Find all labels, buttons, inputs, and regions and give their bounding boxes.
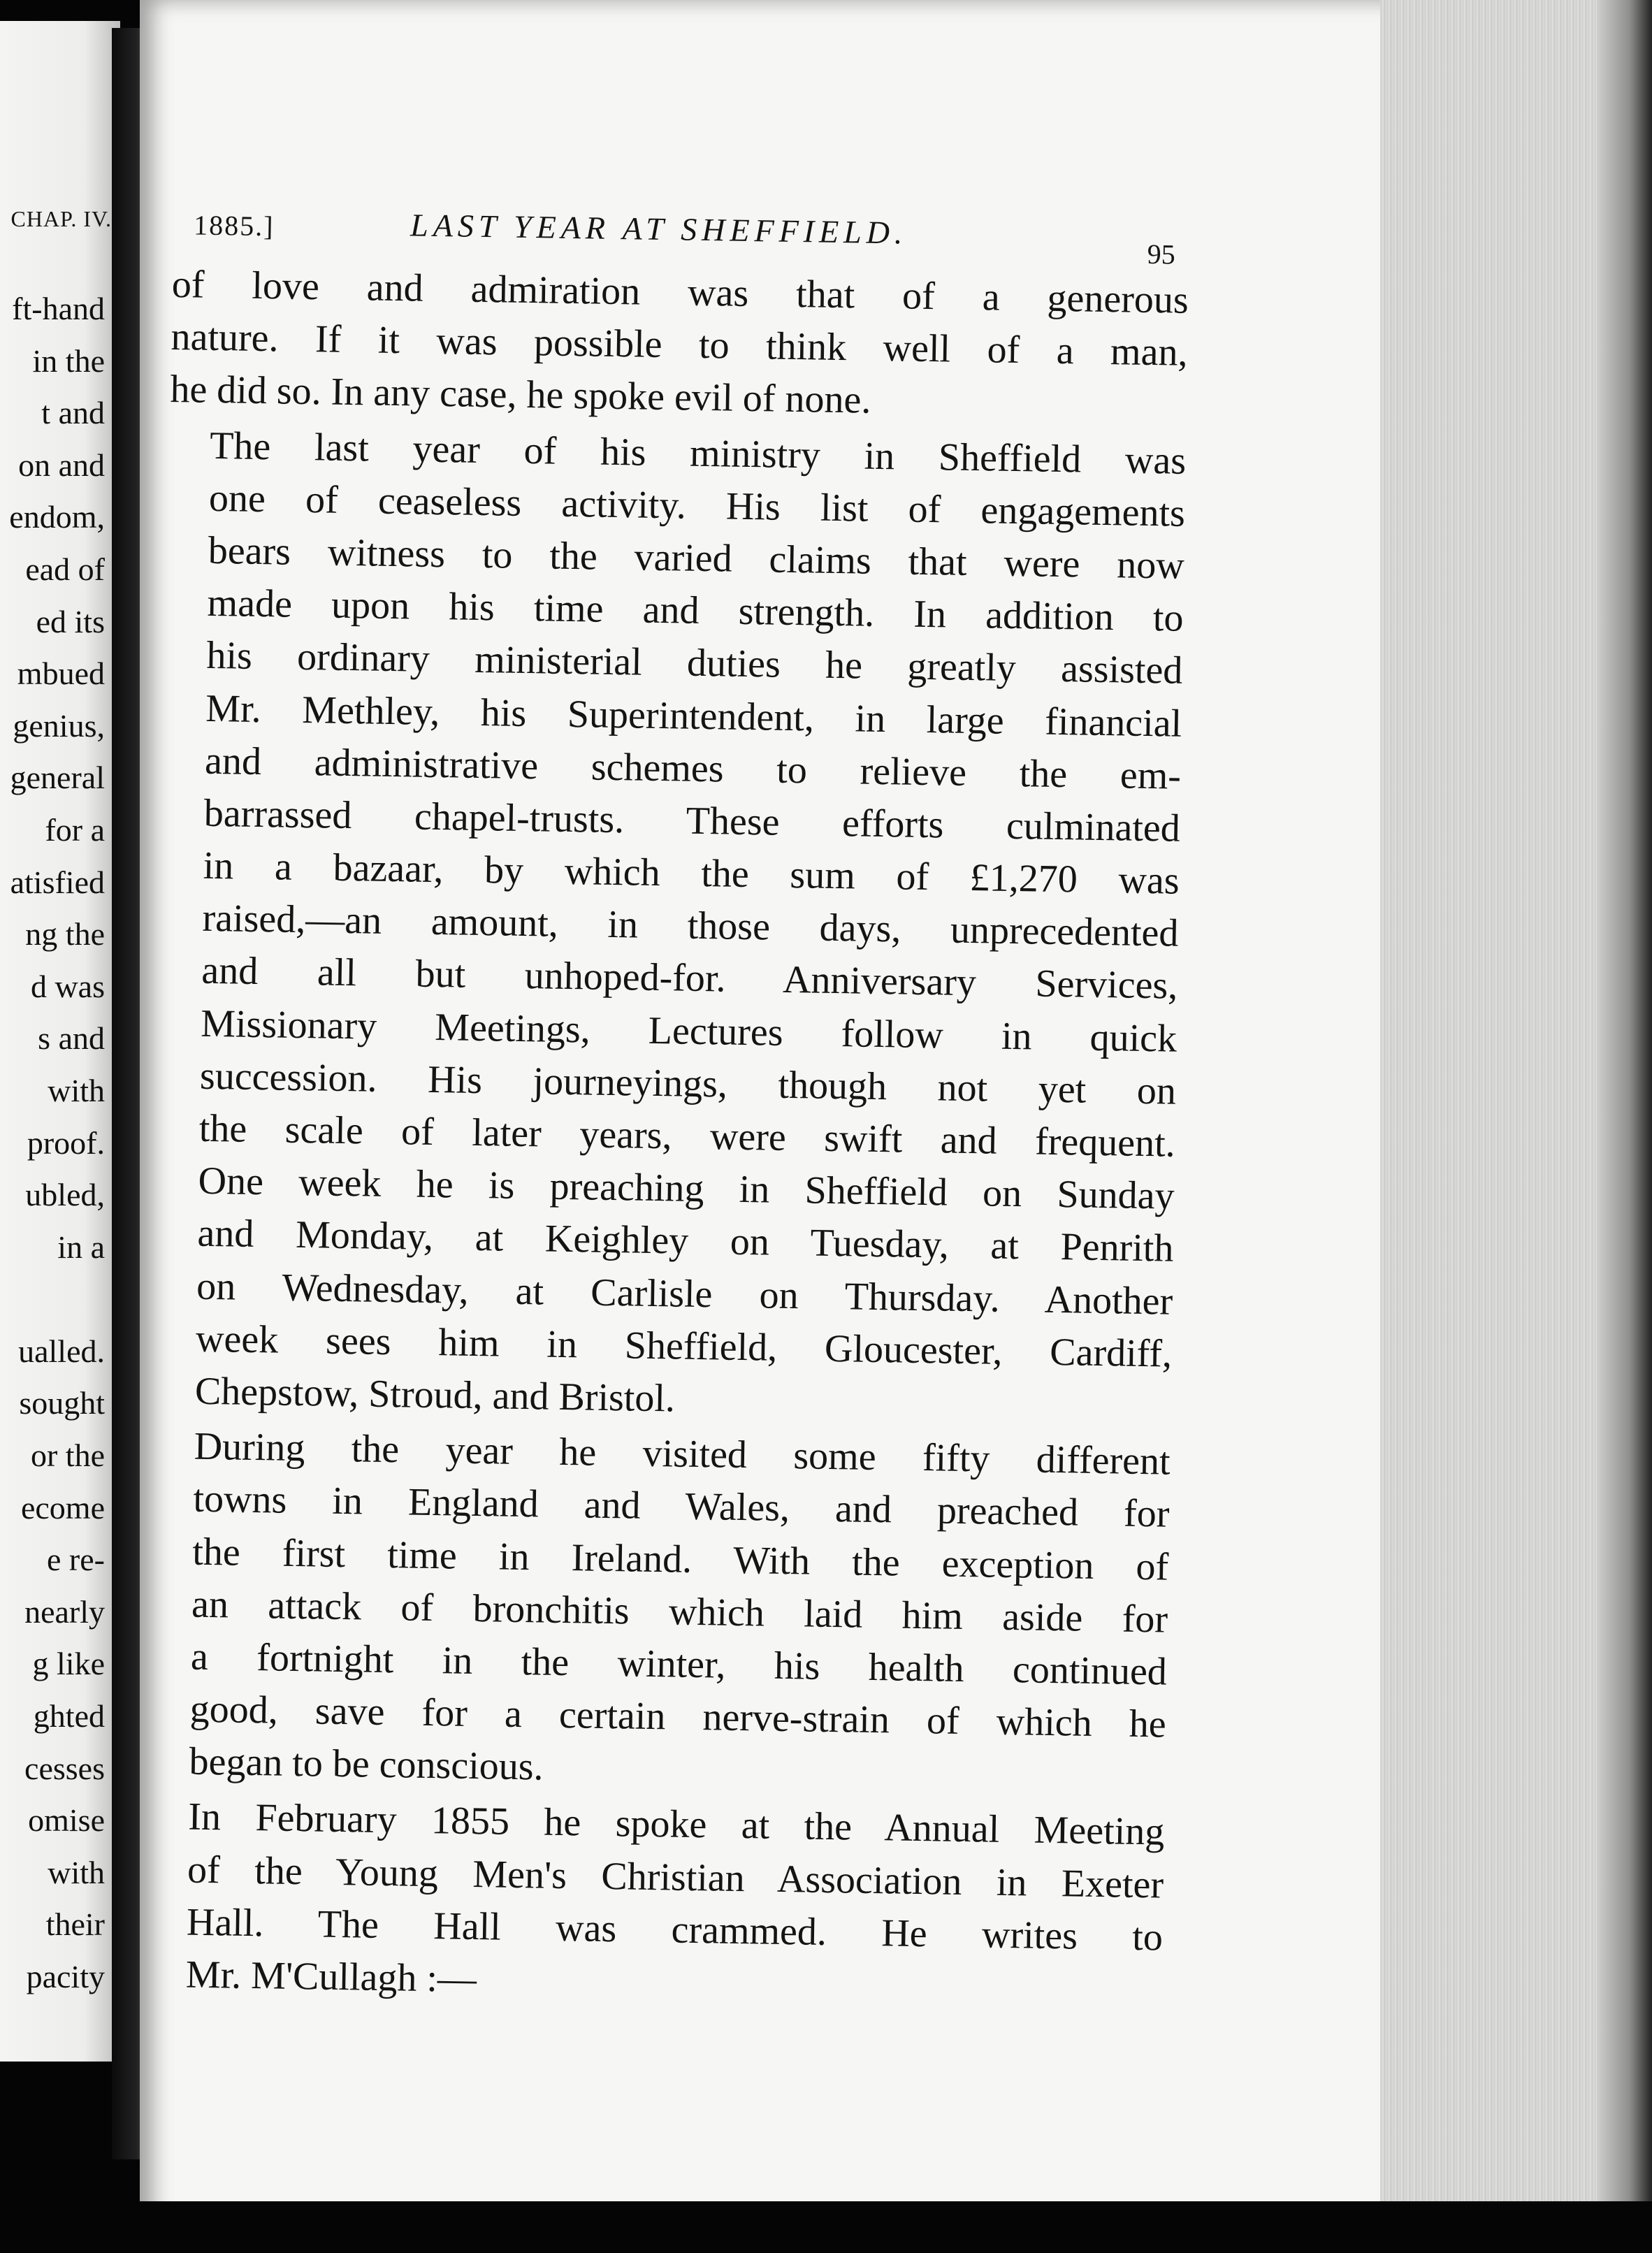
previous-page-line: d was xyxy=(30,968,105,1004)
text-line: good, save for a certain nerve-strain of which he xyxy=(189,1687,1167,1746)
previous-page-line: e re- xyxy=(47,1542,105,1578)
previous-page-line: ghted xyxy=(33,1698,105,1734)
text-line: succession. His journeyings, though not yet on xyxy=(199,1054,1177,1113)
text-line: the scale of later years, were swift and frequent. xyxy=(198,1106,1176,1166)
text-line: week sees him in Sheffield, Gloucester, Cardiff, xyxy=(195,1317,1173,1376)
previous-page-line: genius, xyxy=(13,707,105,744)
previous-page-line: ed its xyxy=(36,603,105,639)
paragraph xyxy=(154,419,1186,1433)
text-line: a fortnight in the winter, his health continued xyxy=(190,1635,1168,1694)
previous-page-line: ecome xyxy=(20,1489,105,1526)
previous-page-line: general xyxy=(10,760,105,796)
previous-page-line: for a xyxy=(45,811,105,848)
previous-page-line: with xyxy=(48,1854,105,1890)
text-line: Mr. M'Cullagh :— xyxy=(185,1953,477,2001)
paragraph xyxy=(145,1790,1165,2017)
text-line: began to be conscious. xyxy=(189,1739,544,1789)
text-line: made upon his time and strength. In addition to xyxy=(207,581,1184,640)
running-head-title: LAST YEAR AT SHEFFIELD. xyxy=(410,207,908,251)
previous-page-line: in a xyxy=(57,1229,105,1265)
previous-page-line: s and xyxy=(38,1020,105,1057)
previous-page-line: ng the xyxy=(25,916,105,952)
page-number: 95 xyxy=(1147,238,1176,270)
previous-page-line: sought xyxy=(19,1385,105,1421)
previous-page-line xyxy=(0,1273,105,1326)
text-line: on Wednesday, at Carlisle on Thursday. Another xyxy=(196,1264,1173,1324)
scan-bottom-border xyxy=(0,2201,1652,2253)
previous-page-line: or the xyxy=(30,1437,105,1474)
previous-page-line: ft-hand xyxy=(12,291,105,326)
text-line: the first time in Ireland. With the exception of xyxy=(191,1530,1169,1589)
previous-page-line: ualled. xyxy=(18,1333,105,1369)
paragraph xyxy=(148,1420,1171,1804)
text-line: an attack of bronchitis which laid him aside for xyxy=(191,1582,1168,1642)
text-line: Missionary Meetings, Lectures follow in quick xyxy=(200,1001,1178,1061)
paragraph xyxy=(170,259,1189,432)
text-line: One week he is preaching in Sheffield on Sunday xyxy=(198,1159,1175,1218)
previous-page-line: ubled, xyxy=(25,1177,105,1213)
text-line: Mr. Methley, his Superintendent, in large financial xyxy=(205,686,1182,746)
previous-page-line: mbued xyxy=(17,655,105,692)
previous-page-line: their xyxy=(45,1906,105,1943)
previous-page-line: nearly xyxy=(24,1593,105,1630)
previous-page-line: g like xyxy=(32,1646,105,1682)
text-line: towns in England and Wales, and preached for xyxy=(193,1477,1170,1536)
page-content xyxy=(145,189,1190,2017)
previous-page-header: CHAP. IV. xyxy=(10,206,112,231)
text-line: During the year he visited some fifty different xyxy=(194,1424,1171,1484)
running-head-year: 1885.] xyxy=(193,209,275,242)
previous-page-line: on and xyxy=(18,447,105,483)
text-line: one of ceaseless activity. His list of engagements xyxy=(208,476,1186,535)
text-line: The last year of his ministry in Sheffield was xyxy=(209,423,1187,483)
previous-page-line: endom, xyxy=(9,499,105,535)
previous-page-line: ead of xyxy=(25,551,105,587)
text-line: of the Young Men's Christian Association in Exeter xyxy=(187,1848,1164,1907)
text-line: In February 1855 he spoke at the Annual Meeting xyxy=(187,1795,1165,1855)
text-line: and all but unhoped-for. Anniversary Services, xyxy=(201,949,1178,1008)
text-line: bears witness to the varied claims that were now xyxy=(208,528,1185,588)
text-line: Chepstow, Stroud, and Bristol. xyxy=(194,1369,676,1421)
previous-page-line: atisfied xyxy=(10,864,105,900)
previous-page-line: t and xyxy=(41,395,105,431)
text-line: and administrative schemes to relieve the em- xyxy=(204,739,1182,798)
previous-page-line: proof. xyxy=(27,1124,105,1161)
body-text xyxy=(145,259,1189,2017)
text-line: in a bazaar, by which the sum of £1,270 was xyxy=(203,843,1180,903)
text-line: his ordinary ministerial duties he greatly assisted xyxy=(206,634,1183,693)
previous-page-text xyxy=(0,283,105,2004)
text-line: nature. If it was possible to think well of a man, xyxy=(171,315,1188,375)
text-line: Hall. The Hall was crammed. He writes to xyxy=(186,1900,1164,1959)
previous-page-line: pacity xyxy=(26,1959,105,1994)
text-line: he did so. In any case, he spoke evil of none. xyxy=(169,368,871,423)
previous-page-line: omise xyxy=(28,1802,105,1839)
text-line: of love and admiration was that of a generous xyxy=(171,262,1189,322)
previous-page-line: cesses xyxy=(24,1750,105,1786)
previous-page-line: in the xyxy=(32,342,105,379)
previous-page-line: with xyxy=(48,1072,105,1108)
text-line: and Monday, at Keighley on Tuesday, at Penrith xyxy=(197,1212,1174,1271)
text-line: barrassed chapel-trusts. These efforts culminated xyxy=(203,791,1181,850)
text-line: raised,—an amount, in those days, unprecedented xyxy=(202,897,1179,955)
previous-page-edge xyxy=(0,21,120,2062)
stacked-page-edges xyxy=(1380,0,1652,2253)
